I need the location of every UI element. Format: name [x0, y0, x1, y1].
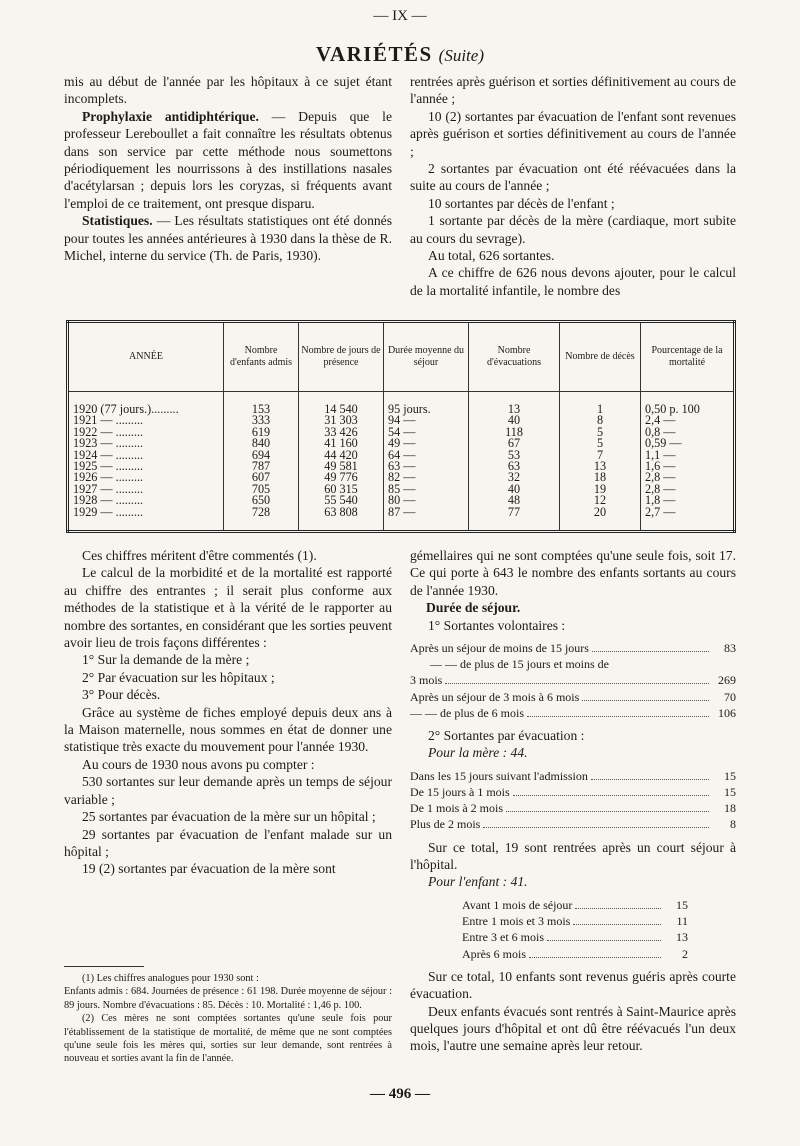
list-value: 15 — [724, 768, 736, 783]
table-cell: 19 — [560, 484, 641, 495]
list-label: De 1 mois à 2 mois — [410, 801, 503, 816]
paragraph-statistiques — [64, 212, 392, 264]
duration-list-voluntary — [410, 640, 736, 721]
subsection-child: Pour l'enfant : 41. — [428, 874, 528, 890]
paragraph-text: — Depuis que le professeur Lereboullet a fait connaître les résultats obtenus dans son service par cette méthode nous soumettons périodiquement les nourrissons à des instillations nasales d'acétylarsan ; depuis lors les coryzas, si fréquents avant l'emploi de ce traitement, ont presque disparu. — [64, 108, 392, 211]
table-cell: 1,8 — — [641, 495, 735, 506]
table-cell: 5 — [560, 438, 641, 449]
table-cell: 1928 — ......... — [68, 495, 224, 506]
table-cell: 18 — [560, 472, 641, 483]
leader-dots — [592, 651, 709, 652]
table-cell: 1,1 — — [641, 450, 735, 461]
list-row — [410, 705, 736, 721]
table-cell: 1929 — ......... — [68, 507, 224, 532]
section-lead: Statistiques. — [82, 213, 153, 229]
title-text: VARIÉTÉS — [316, 42, 433, 66]
paragraph: Au total, 626 sortantes. — [428, 248, 555, 264]
table-cell: 13 — [469, 392, 560, 416]
table-cell: 153 — [224, 392, 299, 416]
leader-dots — [506, 811, 709, 812]
list-row — [410, 784, 736, 800]
paragraph: A ce chiffre de 626 nous devons ajouter, pour le calcul de la mortalité infantile, le nombre des — [410, 265, 736, 298]
list-label: Après 6 mois — [462, 946, 526, 961]
paragraph: 19 (2) sortantes par évacuation de la mère sont — [82, 861, 336, 877]
paragraph: Sur ce total, 10 enfants sont revenus guéris après courte évacuation. — [410, 968, 736, 1002]
table-cell: 607 — [224, 472, 299, 483]
leader-dots — [527, 716, 709, 717]
header-evacuations: Nombre d'évacuations — [469, 322, 560, 392]
paragraph: Le calcul de la morbidité et de la mortalité est rapporté au chiffre des entrantes ; il serait plus conforme aux méthodes de la statistique et à la vérité de le rapporter au nombre des sortantes, en considérant que les sorties peuvent avoir lieu de trois façons différentes : — [64, 565, 392, 651]
list-row — [462, 897, 688, 913]
footnote-1-text: Enfants admis : 684. Journées de présence : 61 198. Durée moyenne de séjour : 89 jours. Nombre d'évacuations : 85. Décès : 10. Mortalité : 1,46 p. 100. — [64, 986, 392, 1011]
duration-list-mother — [410, 768, 736, 833]
table-cell: 48 — [469, 495, 560, 506]
table-cell: 0,59 — — [641, 438, 735, 449]
table-cell: 95 jours. — [384, 392, 469, 416]
list-label: — — de plus de 15 jours et moins de — [430, 657, 609, 672]
list-label: Avant 1 mois de séjour — [462, 897, 573, 912]
table-cell: 118 — [469, 427, 560, 438]
table-cell: 63 — [469, 461, 560, 472]
page-number: — 496 — — [370, 1086, 430, 1102]
table-cell: 44 420 — [299, 450, 384, 461]
table-cell: 33 426 — [299, 427, 384, 438]
list-value: 11 — [676, 914, 688, 929]
subsection-mother: Pour la mère : 44. — [428, 745, 528, 761]
table-cell: 1927 — ......... — [68, 484, 224, 495]
table-cell: 80 — — [384, 495, 469, 506]
paragraph: 10 (2) sortantes par évacuation de l'enfant sont revenues après guérison et sorties définitivement au cours de l'année ; — [410, 108, 736, 159]
list-label: Dans les 15 jours suivant l'admission — [410, 768, 588, 783]
paragraph: Grâce au système de fiches employé depuis deux ans à la Maison maternelle, nous sommes en état de donner une statistique très exacte du mouvement pour l'année 1930. — [64, 704, 392, 755]
table-cell: 694 — [224, 450, 299, 461]
table-cell: 840 — [224, 438, 299, 449]
duration-list-child — [462, 897, 688, 962]
table-cell: 12 — [560, 495, 641, 506]
table-cell: 728 — [224, 507, 299, 532]
table-cell: 0,8 — — [641, 427, 735, 438]
table-cell: 85 — — [384, 484, 469, 495]
paragraph: mis au début de l'année par les hôpitaux à ce sujet étant incomplets. — [64, 74, 392, 107]
table-cell: 87 — — [384, 507, 469, 532]
header-deces: Nombre de décès — [560, 322, 641, 392]
table-cell: 1 — [560, 392, 641, 416]
list-item: 1° Sur la demande de la mère ; — [82, 652, 250, 668]
paragraph-text: — Les résultats statistiques ont été donnés pour toutes les années antérieures à 1930 dans la thèse de R. Michel, interne du service (Th. de Paris, 1930). — [64, 213, 392, 264]
table-row — [68, 392, 735, 416]
list-row — [462, 946, 688, 962]
table-cell: 7 — [560, 450, 641, 461]
list-value: 18 — [724, 801, 736, 816]
right-column-bottom — [410, 547, 736, 1055]
leader-dots — [547, 940, 661, 941]
list-value: 15 — [676, 897, 688, 912]
list-value: 13 — [676, 930, 688, 945]
list-label: Après un séjour de moins de 15 jours — [410, 641, 589, 656]
paragraph: gémellaires qui ne sont comptées qu'une seule fois, soit 17. Ce qui porte à 643 le nombre des enfants sortants au cours de l'année 1930. — [410, 548, 736, 598]
list-value: 106 — [718, 705, 736, 720]
table-cell: 5 — [560, 427, 641, 438]
header-jours: Nombre de jours de présence — [299, 322, 384, 392]
list-value: 269 — [718, 673, 736, 688]
list-row — [410, 800, 736, 816]
table-cell: 1925 — ......... — [68, 461, 224, 472]
list-row — [410, 672, 736, 688]
table-cell: 8 — [560, 415, 641, 426]
list-value: 70 — [724, 689, 736, 704]
left-column-top — [64, 73, 392, 264]
right-column-top — [410, 73, 736, 299]
table-cell: 619 — [224, 427, 299, 438]
table-cell: 31 303 — [299, 415, 384, 426]
list-row — [410, 816, 736, 832]
footnote-2: (2) Ces mères ne sont comptées sortantes qu'une seule fois pour l'établissement de la statistique de mortalité, de même que ne sont comptées qu'une seule fois les mères qui, sorties sur leur demande, sont rentrées à nouveau et sorties avant la fin de l'année. — [64, 1013, 392, 1065]
table-cell: 2,8 — — [641, 472, 735, 483]
list-label: Après un séjour de 3 mois à 6 mois — [410, 689, 580, 704]
paragraph: Deux enfants évacués sont rentrés à Saint-Maurice après quelques jours d'hôpital et ont dû être réévacués l'un deux mois, l'autre une semaine après leur retour. — [410, 1003, 736, 1054]
footnote-divider — [64, 966, 144, 967]
table-cell: 64 — — [384, 450, 469, 461]
title-suffix: (Suite) — [438, 46, 484, 65]
table-cell: 1923 — ......... — [68, 438, 224, 449]
table-cell: 32 — [469, 472, 560, 483]
leader-dots — [573, 924, 661, 925]
footnotes — [64, 962, 392, 1066]
table-cell: 14 540 — [299, 392, 384, 416]
table-cell: 1922 — ......... — [68, 427, 224, 438]
page-title — [0, 42, 800, 67]
leader-dots — [445, 683, 709, 684]
list-value: 2 — [682, 946, 688, 961]
table-cell: 2,8 — — [641, 484, 735, 495]
list-row — [410, 768, 736, 784]
table-cell: 1921 — ......... — [68, 415, 224, 426]
table-cell: 40 — [469, 415, 560, 426]
table-cell: 1924 — ......... — [68, 450, 224, 461]
section-lead: Prophylaxie antidiphtérique. — [82, 108, 259, 124]
list-row — [462, 929, 688, 945]
paragraph-prophylaxie — [64, 108, 392, 212]
subsection-title: 2° Sortantes par évacuation : — [428, 728, 585, 744]
table-cell: 77 — [469, 507, 560, 532]
table-header-row — [68, 322, 735, 392]
list-label: Plus de 2 mois — [410, 817, 481, 832]
footnote-1-title: (1) Les chiffres analogues pour 1930 sont : — [82, 973, 259, 984]
table-cell: 650 — [224, 495, 299, 506]
list-label: Entre 1 mois et 3 mois — [462, 914, 571, 929]
paragraph: 25 sortantes par évacuation de la mère sur un hôpital ; — [82, 809, 376, 825]
list-label: De 15 jours à 1 mois — [410, 785, 510, 800]
list-value: 8 — [730, 817, 736, 832]
paragraph: Au cours de 1930 nous avons pu compter : — [82, 756, 315, 772]
paragraph: 530 sortantes sur leur demande après un temps de séjour variable ; — [64, 774, 392, 807]
table-cell: 49 776 — [299, 472, 384, 483]
paragraph: 2 sortantes par évacuation ont été réévacuées dans la suite au cours de l'année ; — [410, 161, 736, 194]
table-row — [68, 507, 735, 532]
list-row — [410, 640, 736, 656]
table-cell: 1920 (77 jours.)......... — [68, 392, 224, 416]
table-cell: 49 — — [384, 438, 469, 449]
table-cell: 55 540 — [299, 495, 384, 506]
table-cell: 54 — — [384, 427, 469, 438]
leader-dots — [582, 700, 709, 701]
statistics-table — [66, 320, 736, 533]
table-cell: 333 — [224, 415, 299, 426]
list-row — [462, 913, 688, 929]
list-item: 2° Par évacuation sur les hôpitaux ; — [82, 669, 275, 685]
table-cell: 60 315 — [299, 484, 384, 495]
list-value: 83 — [724, 641, 736, 656]
list-label: — — de plus de 6 mois — [410, 705, 524, 720]
header-admis: Nombre d'enfants admis — [224, 322, 299, 392]
leader-dots — [513, 795, 709, 796]
paragraph: 29 sortantes par évacuation de l'enfant malade sur un hôpital ; — [64, 826, 392, 859]
table-cell: 20 — [560, 507, 641, 532]
paragraph: Sur ce total, 19 sont rentrées après un court séjour à l'hôpital. — [410, 839, 736, 873]
list-label: Entre 3 et 6 mois — [462, 930, 544, 945]
paragraph: 10 sortantes par décès de l'enfant ; — [428, 195, 615, 211]
table-cell: 1,6 — — [641, 461, 735, 472]
list-value: 15 — [724, 785, 736, 800]
table-cell: 1926 — ......... — [68, 472, 224, 483]
table-cell: 63 — — [384, 461, 469, 472]
table-cell: 0,50 p. 100 — [641, 392, 735, 416]
leader-dots — [575, 908, 661, 909]
paragraph: Ces chiffres méritent d'être commentés (1). — [82, 548, 317, 563]
table-cell: 49 581 — [299, 461, 384, 472]
page-number-roman: — IX — — [373, 8, 427, 24]
table-cell: 2,7 — — [641, 507, 735, 532]
left-column-bottom — [64, 547, 392, 878]
leader-dots — [483, 827, 709, 828]
header-duree: Durée moyenne du séjour — [384, 322, 469, 392]
list-row — [410, 689, 736, 705]
table-cell: 67 — [469, 438, 560, 449]
table-cell: 94 — — [384, 415, 469, 426]
header-annee: ANNÉE — [68, 322, 224, 392]
list-row — [410, 656, 736, 672]
table-cell: 787 — [224, 461, 299, 472]
list-label: 3 mois — [410, 673, 443, 688]
subsection-title: 1° Sortantes volontaires : — [428, 617, 566, 633]
header-mortalite: Pourcentage de la mortalité — [641, 322, 735, 392]
table-cell: 82 — — [384, 472, 469, 483]
list-item: 3° Pour décès. — [82, 687, 161, 703]
paragraph: rentrées après guérison et sorties définitivement au cours de l'année ; — [410, 74, 736, 107]
table-cell: 53 — [469, 450, 560, 461]
table-cell: 705 — [224, 484, 299, 495]
table-cell: 41 160 — [299, 438, 384, 449]
table-cell: 13 — [560, 461, 641, 472]
section-heading: Durée de séjour. — [426, 600, 521, 616]
table-cell: 2,4 — — [641, 415, 735, 426]
table-cell: 63 808 — [299, 507, 384, 532]
leader-dots — [591, 779, 709, 780]
table-cell: 40 — [469, 484, 560, 495]
leader-dots — [529, 957, 661, 958]
paragraph: 1 sortante par décès de la mère (cardiaque, mort subite au cours du sevrage). — [410, 213, 736, 246]
